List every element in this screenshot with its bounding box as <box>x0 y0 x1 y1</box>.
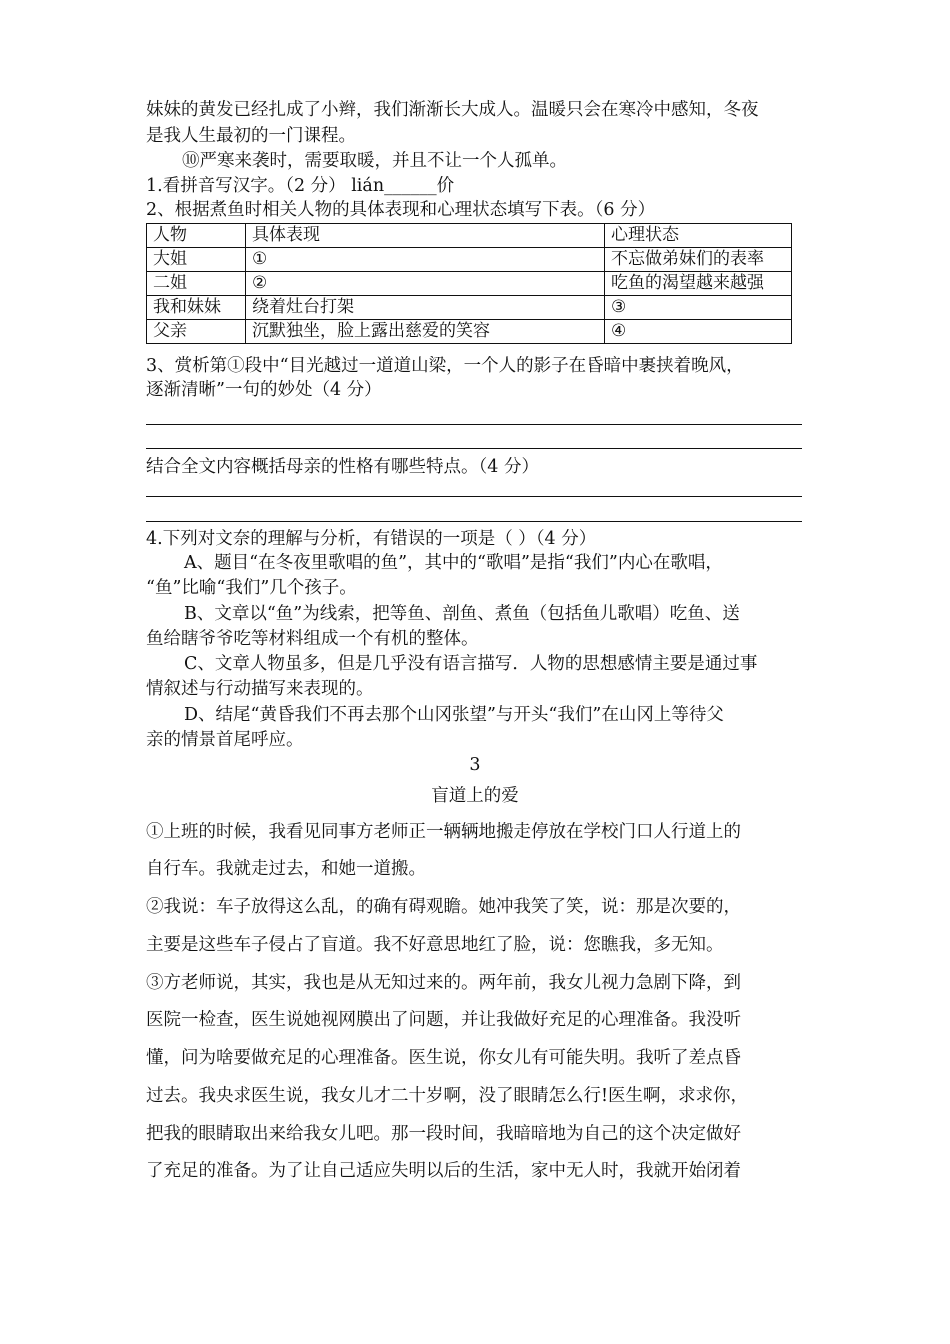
table-header-row <box>147 224 792 248</box>
table-row <box>147 272 792 296</box>
option-d: D、结尾“黄昏我们不再去那个山冈张望”与开头“我们”在山冈上等待父 <box>184 705 724 725</box>
table-cell: 绕着灶台打架 <box>246 296 605 320</box>
table-cell: 二姐 <box>147 272 246 296</box>
article-line: 医院一检查，医生说她视网膜出了问题，并让我做好充足的心理准备。我没听 <box>146 1010 741 1030</box>
table-cell: 沉默独坐，脸上露出慈爱的笑容 <box>246 320 605 344</box>
answer-table <box>146 223 792 344</box>
table-cell[interactable]: ② <box>246 272 605 296</box>
article-line: 过去。我央求医生说，我女儿才二十岁啊，没了眼睛怎么行!医生啊，求求你， <box>146 1086 749 1106</box>
article-line: ③方老师说，其实，我也是从无知过来的。两年前，我女儿视力急剧下降，到 <box>146 973 741 993</box>
table-header-cell: 人物 <box>147 224 246 248</box>
table-cell: 父亲 <box>147 320 246 344</box>
table-cell[interactable]: ③ <box>605 296 792 320</box>
table-row <box>147 320 792 344</box>
question-3-line: 3、赏析第①段中“目光越过一道道山梁，一个人的影子在昏暗中裹挟着晚风， <box>146 356 744 376</box>
table-cell[interactable]: ① <box>246 248 605 272</box>
table-header-cell: 具体表现 <box>246 224 605 248</box>
option-c-cont: 情叙述与行动描写来表现的。 <box>146 679 374 699</box>
article-line: ①上班的时候，我看见同事方老师正一辆辆地搬走停放在学校门口人行道上的 <box>146 822 741 842</box>
table-row <box>147 248 792 272</box>
article-line: 把我的眼睛取出来给我女儿吧。那一段时间，我暗暗地为自己的这个决定做好 <box>146 1124 741 1144</box>
answer-line[interactable] <box>146 424 802 425</box>
article-line: 懂，问为啥要做充足的心理准备。医生说，你女儿有可能失明。我听了差点昏 <box>146 1048 741 1068</box>
answer-line[interactable] <box>146 496 802 497</box>
answer-line[interactable] <box>146 521 802 522</box>
answer-line[interactable] <box>146 448 802 449</box>
table-cell[interactable]: ④ <box>605 320 792 344</box>
article-line: 了充足的准备。为了让自己适应失明以后的生活，家中无人时，我就开始闭着 <box>146 1161 741 1181</box>
question-3-line: 逐渐清晰”一句的妙处（4 分） <box>146 380 382 400</box>
article-line: ②我说：车子放得这么乱，的确有碍观瞻。她冲我笑了笑，说：那是次要的， <box>146 897 741 917</box>
question-4-stem: 4.下列对文奈的理解与分析，有错误的一项是（ ）（4 分） <box>146 529 597 549</box>
article-line: 自行车。我就走过去，和她一道搬。 <box>146 859 426 879</box>
section-number: 3 <box>469 755 481 775</box>
passage-paragraph-10: ⑩严寒来袭时，需要取暖，并且不让一个人孤单。 <box>182 151 567 171</box>
article-line: 主要是这些车子侵占了盲道。我不好意思地红了脸，说：您瞧我，多无知。 <box>146 935 724 955</box>
question-1: 1.看拼音写汉字。（2 分） lián______价 <box>146 176 455 196</box>
option-b: B、文章以“鱼”为线索，把等鱼、剖鱼、煮鱼（包括鱼儿歌唱）吃鱼、送 <box>184 604 740 624</box>
table-cell: 吃鱼的渴望越来越强 <box>605 272 792 296</box>
option-a-cont: “鱼”比喻“我们”几个孩子。 <box>146 578 357 598</box>
table-cell: 不忘做弟妹们的表率 <box>605 248 792 272</box>
option-a: A、题目“在冬夜里歌唱的鱼”，其中的“歌唱”是指“我们”内心在歌唱， <box>184 553 723 573</box>
option-c: C、文章人物虽多，但是几乎没有语言描写．人物的思想感情主要是通过事 <box>184 654 758 674</box>
table-cell: 我和妹妹 <box>147 296 246 320</box>
section-title: 盲道上的爱 <box>431 786 519 806</box>
option-d-cont: 亲的情景首尾呼应。 <box>146 730 304 750</box>
question-2: 2、根据煮鱼时相关人物的具体表现和心理状态填写下表。（6 分） <box>146 200 656 220</box>
passage-line: 是我人生最初的一门课程。 <box>146 126 356 146</box>
question-mother: 结合全文内容概括母亲的性格有哪些特点。（4 分） <box>146 457 539 477</box>
passage-line: 妹妹的黄发已经扎成了小辫，我们渐渐长大成人。温暖只会在寒冷中感知，冬夜 <box>146 100 759 120</box>
table-cell: 大姐 <box>147 248 246 272</box>
option-b-cont: 鱼给瞎爷爷吃等材料组成一个有机的整体。 <box>146 629 479 649</box>
table-header-cell: 心理状态 <box>605 224 792 248</box>
table-row <box>147 296 792 320</box>
